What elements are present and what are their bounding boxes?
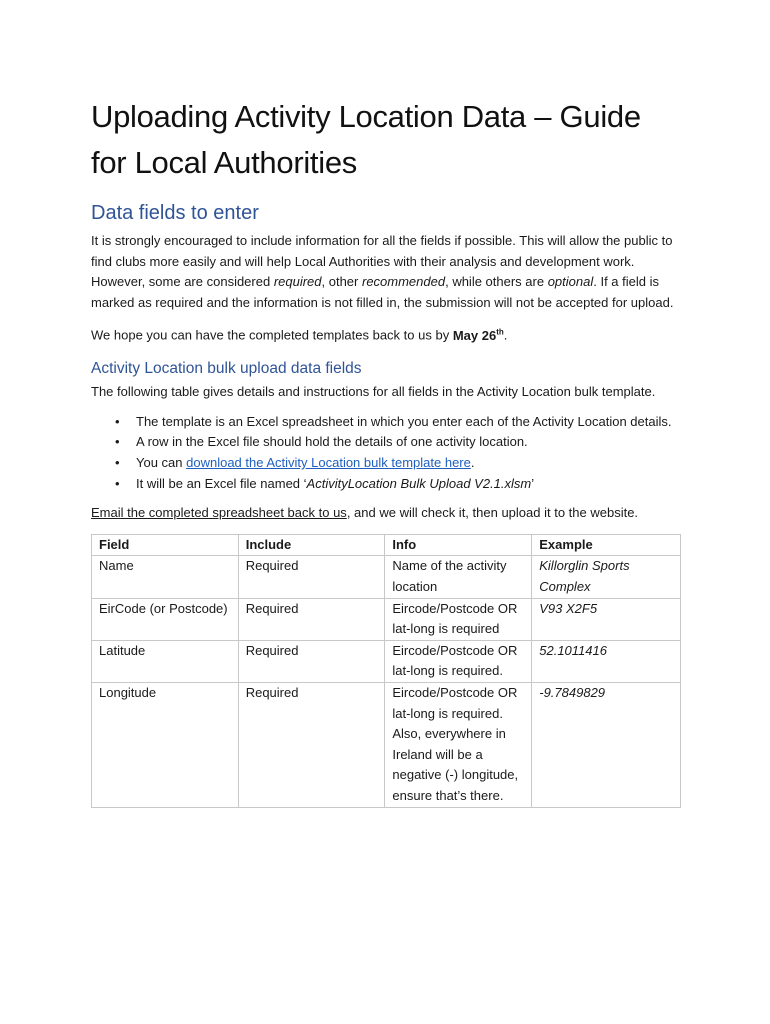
table-cell-info: Eircode/Postcode OR lat-long is required. (385, 640, 532, 682)
intro-paragraph (91, 231, 681, 313)
table-intro-paragraph: The following table gives details and instructions for all fields in the Activity Location bulk template. (91, 384, 656, 400)
table-cell-example: V93 X2F5 (532, 598, 681, 640)
intro-text-c: , while others are (445, 274, 548, 290)
bullet-icon: • (115, 413, 120, 429)
deadline-date-suffix: th (496, 327, 504, 337)
list-item (115, 412, 681, 433)
column-header-include: Include (238, 534, 385, 556)
bullet-icon: • (115, 455, 120, 471)
list-item-text-end: . (470, 455, 475, 471)
fields-table (91, 534, 681, 808)
table-cell-info: Name of the activity location (385, 556, 532, 598)
table-cell-info: Eircode/Postcode OR lat-long is required (385, 598, 532, 640)
table-cell-include: Required (238, 556, 385, 598)
section-heading-bulk-upload: Activity Location bulk upload data fields (91, 360, 362, 378)
table-cell-example: 52.1011416 (532, 640, 681, 682)
deadline-date-text: May 26 (452, 327, 497, 343)
table-cell-field: Longitude (92, 683, 239, 808)
table-cell-include: Required (238, 640, 385, 682)
table-row (92, 556, 681, 598)
document-title-line1: Uploading Activity Location Data – Guide (91, 99, 641, 134)
section-heading-data-fields: Data fields to enter (91, 202, 259, 224)
table-row (92, 598, 681, 640)
table-cell-include: Required (238, 598, 385, 640)
intro-required-term: required (273, 274, 322, 290)
email-text: , and we will check it, then upload it to the website. (346, 505, 639, 521)
table-cell-field: EirCode (or Postcode) (92, 598, 239, 640)
intro-text-a: It is strongly encouraged to include information for all the fields if possible. This will allow the public to find clubs more easily and will help Local Authorities with their analysis and development work. However, some are considered (91, 233, 673, 290)
deadline-period: . (503, 327, 508, 343)
table-cell-include: Required (238, 683, 385, 808)
intro-text-b: , other (321, 274, 362, 290)
document-page (91, 94, 681, 808)
table-cell-field: Latitude (92, 640, 239, 682)
list-item-text: You can (136, 455, 187, 471)
template-filename: ActivityLocation Bulk Upload V2.1.xlsm (306, 475, 532, 491)
column-header-field: Field (92, 534, 239, 556)
column-header-example: Example (532, 534, 681, 556)
table-cell-field: Name (92, 556, 239, 598)
table-cell-info: Eircode/Postcode OR lat-long is required. Also, everywhere in Ireland will be a negative (-) longitude, ensure that’s there. (385, 683, 532, 808)
email-paragraph (91, 503, 681, 524)
list-item-text: It will be an Excel file named ‘ (136, 475, 307, 491)
list-item-text-end: ’ (531, 475, 535, 491)
deadline-text: We hope you can have the completed templates back to us by (91, 327, 453, 343)
download-template-link[interactable]: download the Activity Location bulk template here (186, 455, 471, 471)
table-row (92, 640, 681, 682)
intro-optional-term: optional (547, 274, 594, 290)
document-title (91, 94, 681, 186)
list-item (115, 432, 681, 453)
email-link[interactable]: Email the completed spreadsheet back to us (91, 505, 347, 521)
bullet-icon: • (115, 434, 120, 450)
intro-recommended-term: recommended (361, 274, 446, 290)
list-item (115, 474, 681, 495)
column-header-info: Info (385, 534, 532, 556)
table-row (92, 683, 681, 808)
list-item (115, 453, 681, 474)
bullet-icon: • (115, 475, 120, 491)
table-cell-example: -9.7849829 (532, 683, 681, 808)
list-item-text: The template is an Excel spreadsheet in which you enter each of the Activity Location details. (136, 413, 672, 429)
document-title-line2: for Local Authorities (91, 145, 357, 180)
deadline-date (453, 328, 504, 343)
list-item-text: A row in the Excel file should hold the details of one activity location. (136, 434, 528, 450)
table-header-row (92, 534, 681, 556)
table-cell-example: Killorglin Sports Complex (532, 556, 681, 598)
deadline-paragraph (91, 322, 681, 346)
intro-text-d: . If a field is marked as required and the information is not filled in, the submission will not be accepted for upload. (91, 274, 674, 310)
instructions-list (91, 412, 681, 494)
